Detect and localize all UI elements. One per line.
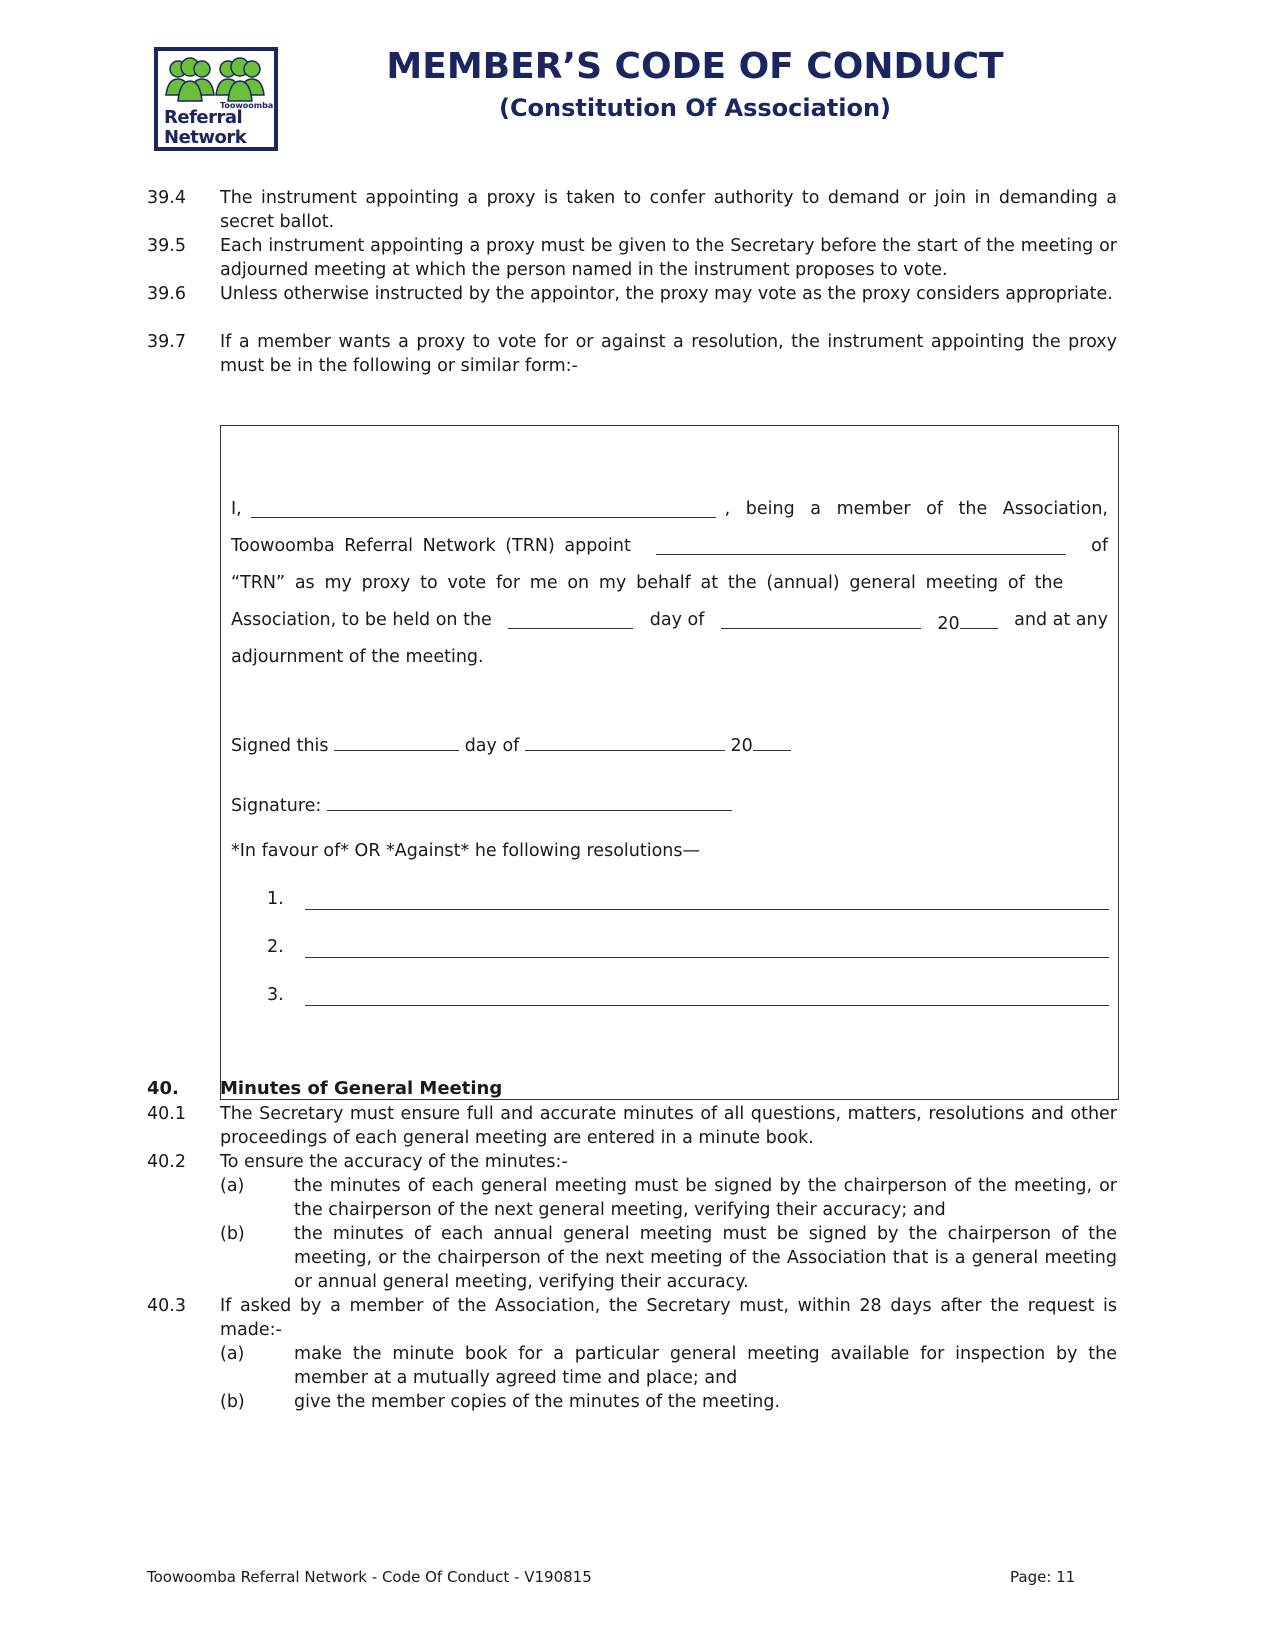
proxy-form-line-4: Association, to be held on the day of 20 and at any	[231, 610, 1108, 634]
section-40-heading: 40. Minutes of General Meeting	[147, 1078, 503, 1099]
clause-text: If asked by a member of the Association, the Secretary must, within 28 days after the request is made:-	[220, 1296, 1117, 1340]
clause-number: 40.3	[147, 1296, 186, 1316]
clause-text: The instrument appointing a proxy is taken to confer authority to demand or join in demanding a secret ballot.	[220, 188, 1117, 232]
signed-month-field[interactable]	[525, 732, 725, 751]
clause-text: Unless otherwise instructed by the appointor, the proxy may vote as the proxy considers appropriate.	[220, 284, 1113, 304]
clause-number: 39.6	[147, 284, 186, 304]
footer-document-info: Toowoomba Referral Network - Code Of Conduct - V190815	[147, 1568, 592, 1586]
clause-number: 40.2	[147, 1152, 186, 1172]
resolutions-label: *In favour of* OR *Against* he following resolutions—	[231, 841, 700, 861]
proxy-form-line-2: Toowoomba Referral Network (TRN) appoint of	[231, 536, 1108, 556]
resolution-number: 3.	[267, 985, 284, 1005]
item-label: (a)	[220, 1176, 245, 1196]
resolution-3-field[interactable]	[305, 1004, 1109, 1006]
clause-text: The Secretary must ensure full and accurate minutes of all questions, matters, resolutions and other proceedings of each general meeting are entered in a minute book.	[220, 1104, 1117, 1148]
item-text: make the minute book for a particular general meeting available for inspection by the member at a mutually agreed time and place; and	[294, 1344, 1117, 1388]
clause-number: 40.1	[147, 1104, 186, 1124]
proxy-form-box	[220, 425, 1119, 1100]
clause-text: Each instrument appointing a proxy must be given to the Secretary before the start of the meeting or adjourned meeting at which the person named in the instrument proposes to vote.	[220, 236, 1117, 280]
page-subtitle: (Constitution Of Association)	[498, 94, 892, 122]
proxy-form-line-1: I, , being a member of the Association,	[231, 499, 1108, 519]
people-group-icon	[164, 55, 268, 105]
item-text: give the member copies of the minutes of the meeting.	[294, 1392, 781, 1412]
meeting-day-field[interactable]	[508, 610, 633, 629]
clause-number: 39.7	[147, 332, 186, 352]
footer-page-number: Page: 11	[1010, 1568, 1076, 1586]
signature-field[interactable]	[327, 792, 732, 811]
signed-day-field[interactable]	[334, 732, 459, 751]
organization-logo	[154, 47, 278, 151]
resolution-1-field[interactable]	[305, 908, 1109, 910]
proxy-name-field[interactable]	[656, 536, 1066, 555]
logo-line-referral: Referral	[164, 107, 243, 128]
logo-small-text: Toowoomba	[220, 101, 274, 110]
signed-year-field[interactable]	[753, 732, 791, 751]
item-text: the minutes of each annual general meeting must be signed by the chairperson of the meeting, or the chairperson of the next meeting of the Association that is a general meeting or annual general meeting, verifying their accuracy.	[294, 1224, 1117, 1292]
clause-text: To ensure the accuracy of the minutes:-	[220, 1152, 568, 1172]
item-label: (b)	[220, 1224, 245, 1244]
meeting-month-field[interactable]	[721, 610, 921, 629]
logo-line-network: Network	[164, 127, 247, 148]
resolution-number: 2.	[267, 937, 284, 957]
clause-number: 39.4	[147, 188, 186, 208]
signature-line: Signature:	[231, 792, 1108, 816]
clause-39-7	[147, 330, 1117, 378]
resolution-2-field[interactable]	[305, 956, 1109, 958]
proxy-form-line-3: “TRN” as my proxy to vote for me on my behalf at the (annual) general meeting of the	[231, 573, 1064, 593]
clause-39-5	[147, 234, 1117, 282]
clause-39-4	[147, 186, 1117, 234]
clause-text: If a member wants a proxy to vote for or against a resolution, the instrument appointing the proxy must be in the following or similar form:-	[220, 332, 1117, 376]
clause-40-2	[147, 1150, 1117, 1174]
resolution-number: 1.	[267, 889, 284, 909]
member-name-field[interactable]	[251, 499, 716, 518]
clause-40-3-b	[220, 1390, 1117, 1414]
clause-40-2-b	[220, 1222, 1117, 1294]
page-title: MEMBER’S CODE OF CONDUCT	[386, 46, 1004, 87]
meeting-year-field[interactable]	[960, 610, 998, 629]
item-text: the minutes of each general meeting must be signed by the chairperson of the meeting, or the chairperson of the next general meeting, verifying their accuracy; and	[294, 1176, 1117, 1220]
clause-40-2-a	[220, 1174, 1117, 1222]
clause-39-6	[147, 282, 1117, 306]
signed-date-line: Signed this day of 20	[231, 732, 1108, 756]
item-label: (a)	[220, 1344, 245, 1364]
item-label: (b)	[220, 1392, 245, 1412]
clause-number: 39.5	[147, 236, 186, 256]
clause-40-3	[147, 1294, 1117, 1342]
clause-40-1	[147, 1102, 1117, 1150]
clause-40-3-a	[220, 1342, 1117, 1390]
proxy-form-line-5: adjournment of the meeting.	[231, 647, 484, 667]
